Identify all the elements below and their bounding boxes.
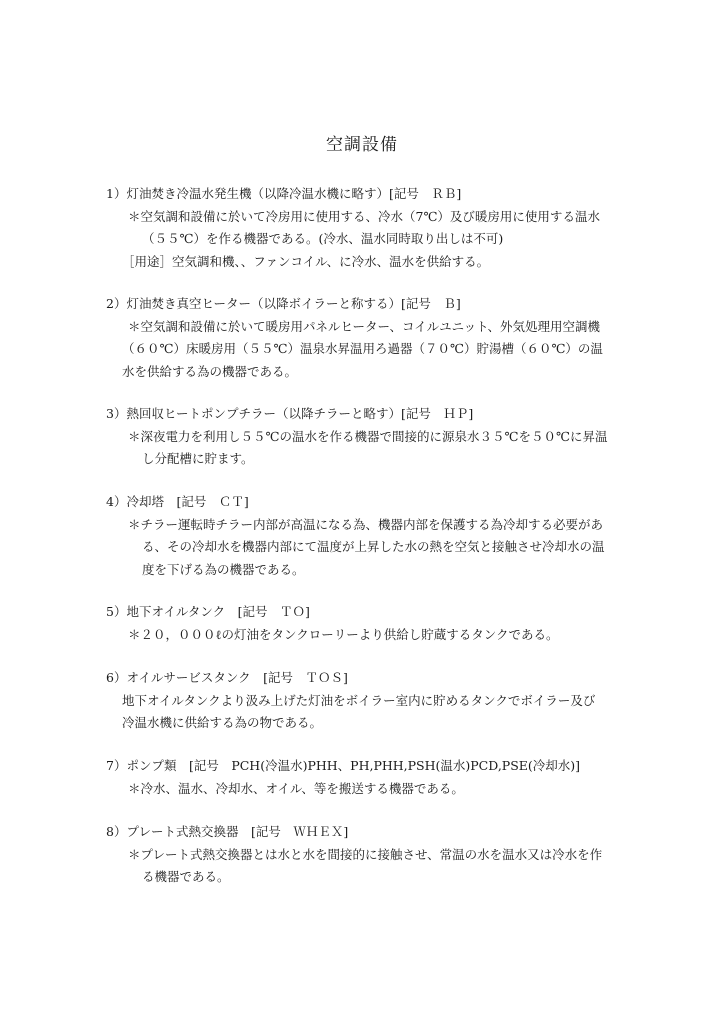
section-text: 水を供給する為の機器である。 (122, 363, 298, 379)
section-heading: 4）冷却塔 [記号 ＣＴ] (106, 494, 249, 509)
section-heading: 6）オイルサービスタンク [記号 ＴＯＳ] (106, 670, 348, 685)
section-text: 度を下げる為の機器である。 (142, 561, 305, 577)
section-6 (106, 667, 626, 735)
section-heading: 7）ポンプ類 [記号 PCH(冷温水)PHH、PH,PHH,PSH(温水)PCD,PSE(冷却水)] (106, 758, 581, 773)
section-heading: 3）熱回収ヒートポンプチラー（以降チラーと略す）[記号 ＨＰ] (106, 406, 474, 421)
section-text: ＊チラー運転時チラー内部が高温になる為、機器内部を保護する為冷却する必要があ (128, 516, 604, 532)
section-text: ＊２０，０００ℓの灯油をタンクローリーより供給し貯蔵するタンクである。 (128, 626, 559, 642)
section-4 (106, 491, 626, 581)
section-5 (106, 601, 626, 646)
section-3 (106, 403, 626, 471)
section-text: ［用途］空気調和機、、ファンコイル、に冷水、温水を供給する。 (122, 253, 490, 269)
section-text: ＊深夜電力を利用し５５℃の温水を作る機器で間接的に源泉水３５℃を５０℃に昇温 (128, 428, 608, 444)
section-text: ＊空気調和設備に於いて暖房用パネルヒーター、コイルユニット、外気処理用空調機 (128, 318, 601, 334)
page-title: 空調設備 (326, 135, 398, 155)
section-text: （６０℃）床暖房用（５５℃）温泉水昇温用ろ過器（７０℃）貯湯槽（６０℃）の温 (122, 341, 603, 356)
section-text: 地下オイルタンクより汲み上げた灯油をボイラー室内に貯めるタンクでボイラー及び (122, 692, 596, 708)
section-text: る機器である。 (142, 869, 230, 884)
section-heading: 5）地下オイルタンク [記号 ＴＯ] (106, 604, 310, 619)
section-7 (106, 755, 626, 800)
section-text: ＊空気調和設備に於いて冷房用に使用する、冷水（7℃）及び暖房用に使用する温水 (128, 208, 600, 224)
section-2 (106, 293, 626, 383)
section-heading: 8）プレート式熱交換器 [記号 ＷＨＥＸ] (106, 824, 349, 839)
section-text: （５５℃）を作る機器である。(冷水、温水同時取り出しは不可) (142, 231, 504, 246)
section-text: 冷温水機に供給する為の物である。 (122, 715, 323, 730)
section-text: ＊プレート式熱交換器とは水と水を間接的に接触させ、常温の水を温水又は冷水を作 (128, 846, 603, 862)
section-text: る、その冷却水を機器内部にて温度が上昇した水の熱を空気と接触させ冷却水の温 (142, 539, 605, 554)
section-1 (106, 183, 626, 273)
section-8 (106, 821, 626, 889)
section-heading: 1）灯油焚き冷温水発生機（以降冷温水機に略す）[記号 ＲＢ] (106, 186, 462, 201)
section-heading: 2）灯油焚き真空ヒーター（以降ボイラーと称する）[記号 Ｂ] (106, 296, 461, 311)
section-text: ＊冷水、温水、冷却水、オイル、等を搬送する機器である。 (128, 780, 464, 796)
section-text: し分配槽に貯ます。 (142, 451, 254, 466)
